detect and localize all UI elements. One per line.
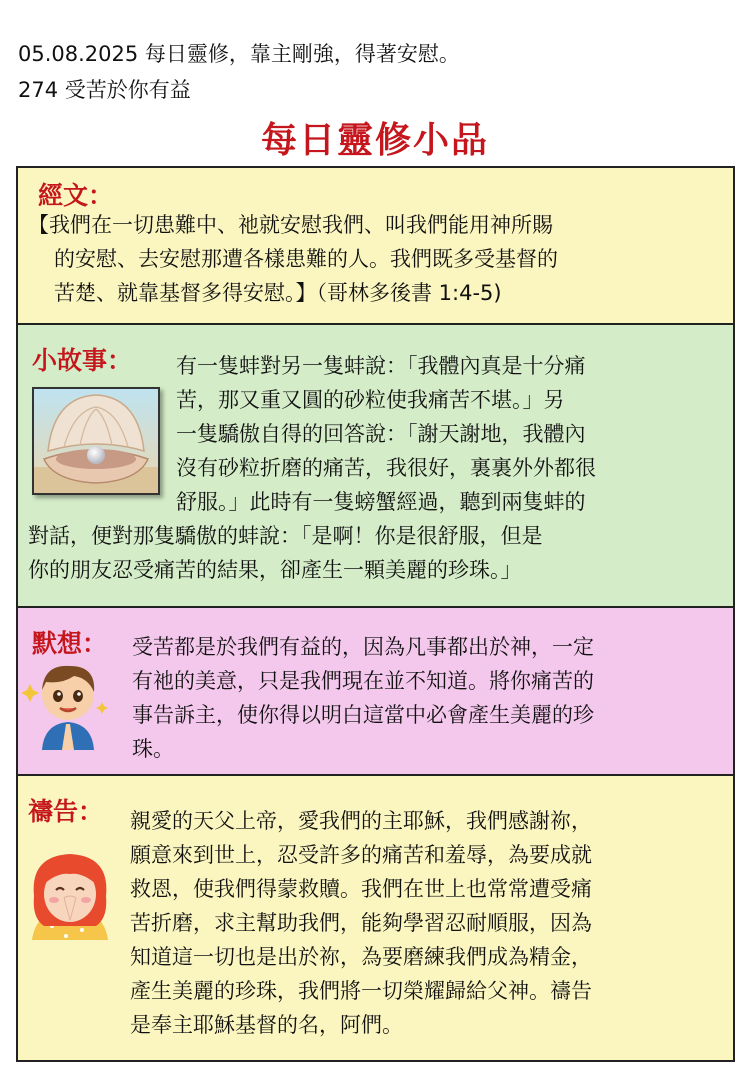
- story-line: 苦，那又重又圓的砂粒使我痛苦不堪。」另: [176, 388, 565, 412]
- scripture-text: [28, 208, 558, 310]
- prayer-line: 親愛的天父上帝，愛我們的主耶穌，我們感謝祢，: [130, 809, 592, 833]
- prayer-line: 救恩，使我們得蒙救贖。我們在世上也常常遭受痛: [130, 877, 592, 901]
- header: [18, 36, 460, 108]
- page-title: 每日靈修小品: [260, 120, 489, 161]
- story-line: 沒有砂粒折磨的痛苦，我很好，裏裏外外都很: [176, 456, 596, 480]
- meditation-line: 受苦都是於我們有益的，因為凡事都出於神，一定: [132, 635, 594, 659]
- story-line: 一隻驕傲自得的回答說：「謝天謝地，我體內: [176, 422, 586, 446]
- prayer-line: 知道這一切也是出於祢，為要磨練我們成為精金，: [130, 945, 592, 969]
- story-label: 小故事：: [32, 346, 133, 375]
- prayer-label: 禱告：: [28, 797, 104, 826]
- meditation-line: 珠。: [132, 737, 174, 761]
- praying-boy-icon: [22, 654, 114, 754]
- meditation-line: 有祂的美意，只是我們現在並不知道。將你痛苦的: [132, 669, 594, 693]
- meditation-section: [16, 608, 735, 776]
- prayer-line: 產生美麗的珍珠，我們將一切榮耀歸給父神。禱告: [130, 979, 592, 1003]
- prayer-line: 苦折磨，求主幫助我們，能夠學習忍耐順服，因為: [130, 911, 592, 935]
- story-section: [16, 325, 735, 608]
- scripture-line: 【我們在一切患難中、祂就安慰我們、叫我們能用神所賜: [28, 213, 553, 237]
- prayer-text: [130, 804, 592, 1042]
- scripture-section: [16, 166, 735, 325]
- story-text-wrapped: [176, 349, 596, 519]
- prayer-section: [16, 776, 735, 1062]
- scripture-line: 的安慰、去安慰那遭各樣患難的人。我們既多受基督的: [54, 247, 558, 271]
- story-line: 有一隻蚌對另一隻蚌說：「我體內真是十分痛: [176, 354, 586, 378]
- scripture-line: 苦楚、就靠基督多得安慰。】（哥林多後書 1:4-5): [54, 281, 502, 305]
- meditation-text: [132, 630, 594, 766]
- meditation-line: 事告訴主，使你得以明白這當中必會產生美麗的珍: [132, 703, 594, 727]
- prayer-line: 願意來到世上，忍受許多的痛苦和羞辱，為要成就: [130, 843, 592, 867]
- story-line: 對話，便對那隻驕傲的蚌說：「是啊！你是很舒服，但是: [28, 524, 543, 548]
- meditation-label: 默想：: [32, 629, 108, 658]
- scripture-label: 經文：: [38, 181, 114, 210]
- pearl-oyster-image: [32, 387, 160, 495]
- date-line: 05.08.2025 每日靈修，靠主剛強，得著安慰。: [18, 42, 460, 66]
- story-text-full: [28, 519, 543, 587]
- story-line: 舒服。」此時有一隻螃蟹經過，聽到兩隻蚌的: [176, 490, 586, 514]
- story-line: 你的朋友忍受痛苦的結果，卻產生一顆美麗的珍珠。」: [28, 558, 522, 582]
- devotion-number-line: 274 受苦於你有益: [18, 78, 191, 102]
- praying-girl-icon: [22, 840, 118, 954]
- prayer-line: 是奉主耶穌基督的名，阿們。: [130, 1013, 403, 1037]
